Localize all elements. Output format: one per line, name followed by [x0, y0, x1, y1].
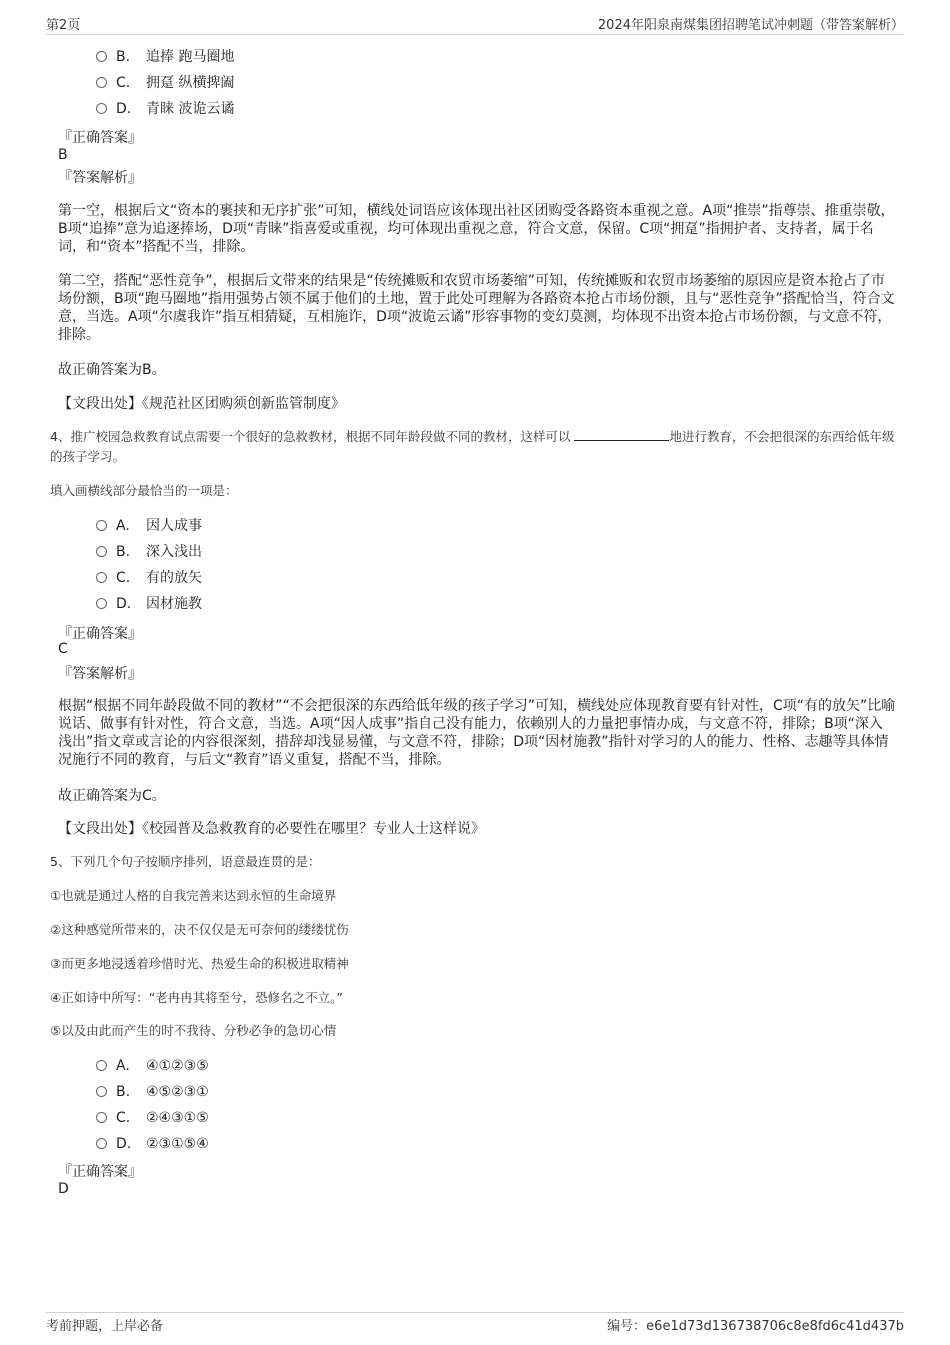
radio-icon[interactable]	[96, 1086, 107, 1097]
q3-analysis-label: 『答案解析』	[58, 170, 142, 186]
radio-icon[interactable]	[96, 546, 107, 557]
q4-option-c[interactable]: C. 有的放矢	[96, 568, 202, 588]
q4-instruction: 填入画横线部分最恰当的一项是：	[50, 483, 238, 498]
radio-icon[interactable]	[96, 103, 107, 114]
radio-icon[interactable]	[96, 1112, 107, 1123]
q5-stem: 5、下列几个句子按顺序排列，语意最连贯的是：	[50, 854, 321, 869]
q3-answer: B	[58, 147, 68, 163]
q5-option-b[interactable]: B. ④⑤②③①	[96, 1082, 209, 1102]
radio-icon[interactable]	[96, 77, 107, 88]
q3-answer-label: 『正确答案』	[58, 130, 142, 146]
q3-option-b[interactable]: B. 追捧 跑马圈地	[96, 47, 234, 67]
q5-option-d[interactable]: D. ②③①⑤④	[96, 1134, 209, 1154]
q5-sentence-1: ①也就是通过人格的自我完善来达到永恒的生命境界	[50, 888, 337, 903]
q4-conclusion: 故正确答案为C。	[58, 788, 166, 804]
q5-sentence-5: ⑤以及由此而产生的时不我待、分秒必争的急切心情	[50, 1023, 337, 1038]
radio-icon[interactable]	[96, 572, 107, 583]
q4-option-d[interactable]: D. 因材施教	[96, 594, 202, 614]
q5-answer: D	[58, 1181, 69, 1197]
radio-icon[interactable]	[96, 1060, 107, 1071]
q4-option-b[interactable]: B. 深入浅出	[96, 542, 202, 562]
q3-analysis-paragraph-2: 第二空，搭配“恶性竞争”，根据后文带来的结果是“传统摊贩和农贸市场萎缩”可知，传统摊贩和农贸市场萎缩的原因应是资本抢占了市场份额，B项“跑马圈地”指用强势占领不属于他们的土地，置于此处可理解为各路资本抢占市场份额，且与“恶性竞争”搭配恰当，符合文意，当选。A项“尔虞我诈”指互相猜疑，互相施诈，D项“波诡云谲”形容事物的变幻莫测，均体现不出资本抢占市场份额，与文意不符，排除。	[58, 273, 895, 343]
page-header	[46, 14, 904, 35]
q5-sentence-3: ③而更多地浸透着珍惜时光、热爱生命的积极进取精神	[50, 956, 349, 971]
radio-icon[interactable]	[96, 598, 107, 609]
q3-source: 【文段出处】《规范社区团购须创新监管制度》	[58, 396, 345, 412]
fill-blank-line	[574, 428, 669, 441]
q4-source: 【文段出处】《校园普及急救教育的必要性在哪里？专业人士这样说》	[58, 821, 485, 837]
q5-option-a[interactable]: A. ④①②③⑤	[96, 1056, 209, 1076]
page-footer	[46, 1312, 904, 1337]
q3-option-d[interactable]: D. 青睐 波诡云谲	[96, 99, 234, 119]
document-title: 2024年阳泉南煤集团招聘笔试冲刺题（带答案解析）	[597, 18, 904, 33]
q4-option-a[interactable]: A. 因人成事	[96, 516, 202, 536]
document-id: 编号：e6e1d73d136738706c8e8fd6c41d437b	[607, 1319, 904, 1334]
footer-slogan: 考前押题，上岸必备	[46, 1319, 164, 1334]
q3-conclusion: 故正确答案为B。	[58, 362, 166, 378]
radio-icon[interactable]	[96, 51, 107, 62]
q5-answer-label: 『正确答案』	[58, 1164, 142, 1180]
q5-sentence-2: ②这种感觉所带来的，决不仅仅是无可奈何的缕缕忧伤	[50, 922, 349, 937]
radio-icon[interactable]	[96, 1138, 107, 1149]
page-number: 第2页	[46, 18, 81, 33]
q4-answer: C	[58, 641, 68, 657]
q4-stem: 4、推广校园急救教育试点需要一个很好的急救教材，根据不同年龄段做不同的教材，这样可以 地进行教育，不会把很深的东西给低年级的孩子学习。	[50, 429, 895, 464]
q4-answer-label: 『正确答案』	[58, 626, 142, 642]
q3-analysis-paragraph-1: 第一空，根据后文“资本的裹挟和无序扩张”可知，横线处词语应该体现出社区团购受各路资本重视之意。A项“推崇”指尊崇、推重崇敬，B项“追捧”意为追逐捧场，D项“青睐”指喜爱或重视，均可体现出重视之意，符合文意，保留。C项“拥趸”指拥护者、支持者，属于名词，和“资本”搭配不当，排除。	[58, 203, 895, 255]
q4-analysis-label: 『答案解析』	[58, 666, 142, 682]
radio-icon[interactable]	[96, 520, 107, 531]
q5-option-c[interactable]: C. ②④③①⑤	[96, 1108, 209, 1128]
q4-analysis: 根据“根据不同年龄段做不同的教材”“不会把很深的东西给低年级的孩子学习”可知，横线处应体现教育要有针对性，C项“有的放矢”比喻说话、做事有针对性，符合文意，当选。A项“因人成事”指自己没有能力，依赖别人的力量把事情办成，与文意不符，排除；B项“深入浅出”指文章或言论的内容很深刻，措辞却浅显易懂，与文意不符，排除；D项“因材施教”指针对学习的人的能力、性格、志趣等具体情况施行不同的教育，与后文“教育”语义重复，搭配不当，排除。	[58, 698, 896, 768]
q3-option-c[interactable]: C. 拥趸 纵横捭阖	[96, 73, 234, 93]
q5-sentence-4: ④正如诗中所写：“老冉冉其将至兮，恐修名之不立。”	[50, 990, 343, 1005]
